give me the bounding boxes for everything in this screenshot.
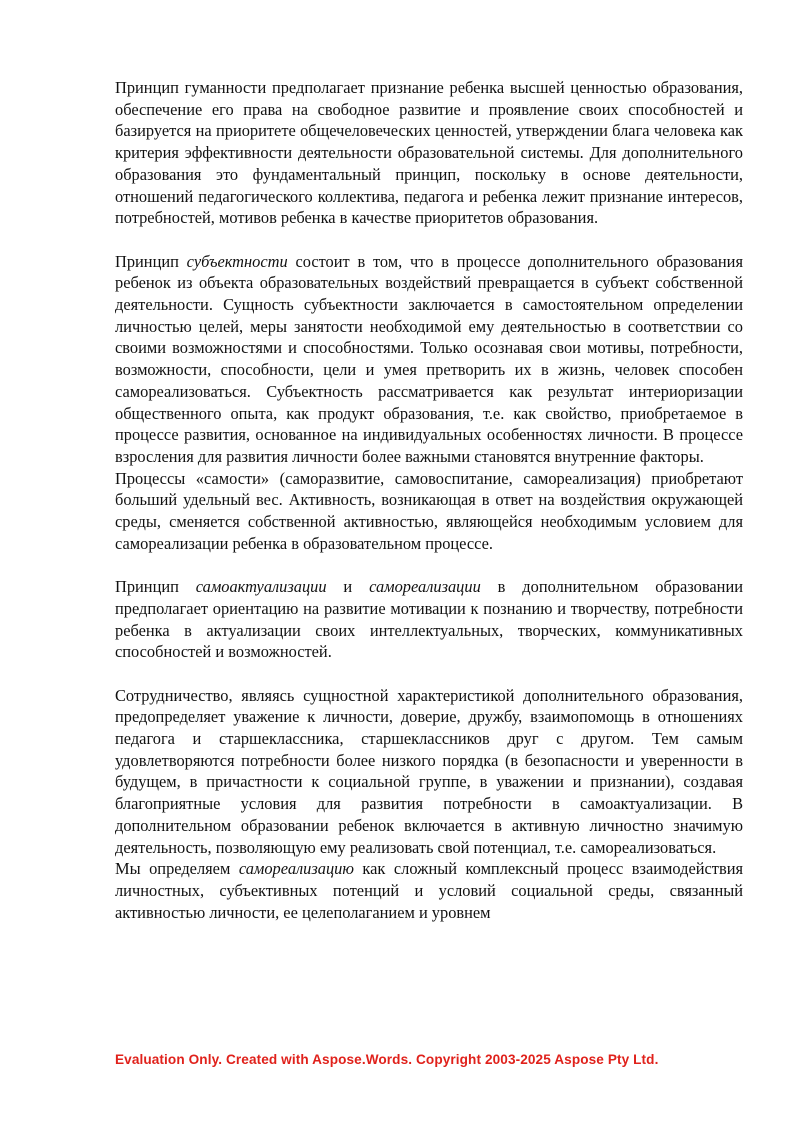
paragraph-gap — [115, 229, 743, 251]
evaluation-watermark: Evaluation Only. Created with Aspose.Words. Copyright 2003-2025 Aspose Pty Ltd. — [115, 1052, 659, 1067]
paragraph-text: в дополнительном образовании предполагает ориентацию на развитие мотивации к познанию и творчеству, потребности ребенка в актуализации своих интеллектуальных, творческих, коммуникативных способностей и возможностей. — [115, 577, 743, 662]
paragraph-subjectivity-principle — [115, 251, 743, 468]
paragraph-text: Принцип — [115, 251, 187, 271]
paragraph-self-realization-definition — [115, 858, 743, 923]
document-body — [115, 77, 743, 923]
paragraph-gap — [115, 663, 743, 685]
paragraph-humanity-principle — [115, 77, 743, 229]
paragraph-text: состоит в том, что в процессе дополнительного образования ребенок из объекта образовательных воздействий превращается в субъект собственной деятельности. Сущность субъектности заключается в самостоятельном определении личностью целей, меры занятости необходимой ему деятельностью в соответствии со своими возможностями и способностями. Только осознавая свои мотивы, потребности, возможности, способности, цели и умея претворить их в жизнь, человек способен самореализоваться. Субъектность рассматривается как результат интериоризации общественного опыта, как продукт образования, т.е. как свойство, приобретаемое в процессе развития, основанное на индивидуальных особенностях личности. В процессе взросления для развития личности более важными становятся внутренние факторы. — [115, 251, 743, 466]
paragraph-text: как сложный комплексный процесс взаимодействия личностных, субъективных потенций и условий социальной среды, связанный активностью личности, ее целеполаганием и уровнем — [115, 859, 743, 922]
paragraph-gap — [115, 554, 743, 576]
paragraph-self-actualization-principle — [115, 576, 743, 663]
paragraph-self-processes — [115, 468, 743, 555]
paragraph-text: Сотрудничество, являясь сущностной характеристикой дополнительного образования, предопределяет уважение к личности, доверие, дружбу, взаимопомощь в отношениях педагога и старшеклассника, старшеклассников друг с другом. Тем самым удовлетворяются потребности более низкого порядка (в безопасности и уверенности в будущем, в причастности к социальной группе, в уважении и признании), создавая благоприятные условия для развития потребности в самоактуализации. В дополнительном образовании ребенок включается в активную личностно значимую деятельность, позволяющую ему реализовать свой потенциал, т.е. самореализоваться. — [115, 685, 743, 857]
paragraph-text: Мы определяем — [115, 859, 239, 879]
paragraph-text: Принцип гуманности предполагает признание ребенка высшей ценностью образования, обеспечение его права на свободное развитие и проявление своих способностей и базируется на приоритете общечеловеческих ценностей, утверждении блага человека как критерия эффективности деятельности образовательной системы. Для дополнительного образования это фундаментальный принцип, поскольку в основе деятельности, отношений педагогического коллектива, педагога и ребенка лежит признание интересов, потребностей, мотивов ребенка в качестве приоритетов образования. — [115, 78, 743, 228]
paragraph-text: Принцип — [115, 577, 196, 597]
paragraph-text: Процессы «самости» (саморазвитие, самовоспитание, самореализация) приобретают больший удельный вес. Активность, возникающая в ответ на воздействия окружающей среды, сменяется собственной активностью, являющейся необходимым условием для самореализации ребенка в образовательном процессе. — [115, 468, 743, 553]
paragraph-text: и — [326, 577, 370, 597]
italic-term-self-realization-definition: самореализацию — [238, 859, 354, 879]
italic-term-self-realization: самореализации — [369, 577, 481, 597]
italic-term-self-actualization: самоактуализации — [195, 577, 327, 597]
italic-term-subjectivity: субъектности — [186, 251, 288, 271]
paragraph-cooperation — [115, 685, 743, 859]
